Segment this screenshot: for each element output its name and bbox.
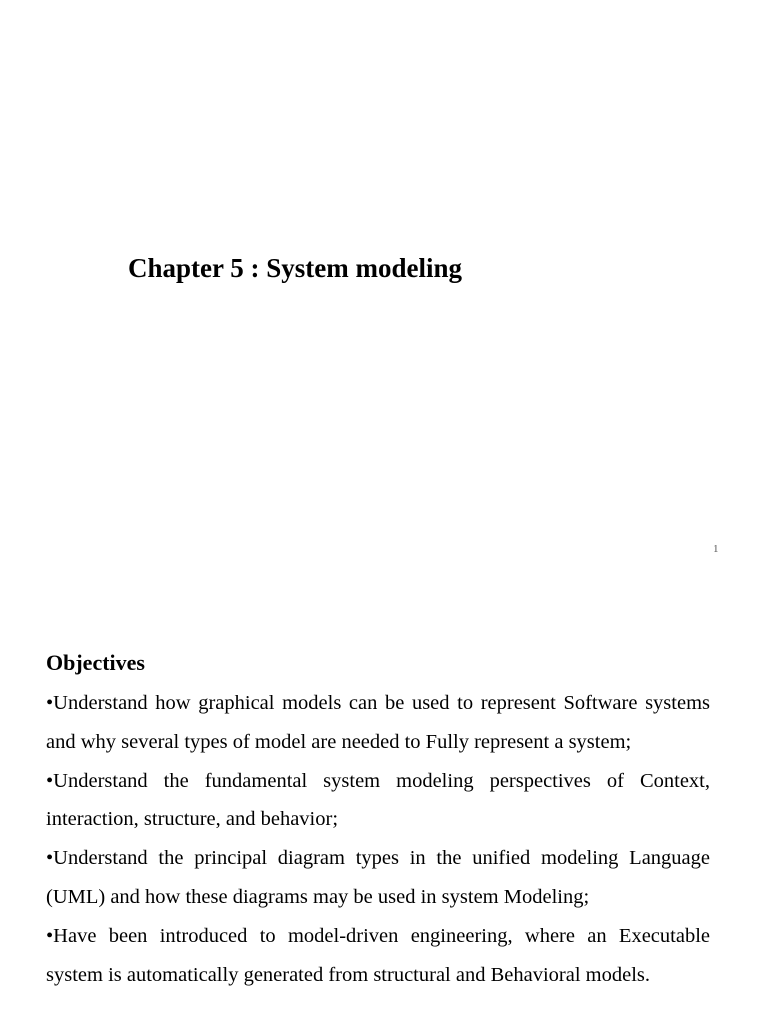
objective-item: •Understand the fundamental system modeling perspectives of Context, interaction, structure, and behavior; xyxy=(46,769,710,831)
objective-item: •Understand the principal diagram types in the unified modeling Language (UML) and how these diagrams may be used in system Modeling; xyxy=(46,847,710,908)
objective-item: •Have been introduced to model-driven engineering, where an Executable system is automatically generated from structural and Behavioral models. xyxy=(46,924,710,986)
page-number: 1 xyxy=(713,543,719,555)
objectives-slide xyxy=(0,640,768,1024)
objective-item: •Understand how graphical models can be used to represent Software systems and why several types of model are needed to Fully represent a system; xyxy=(46,692,710,753)
slide-title: Chapter 5 : System modeling xyxy=(128,253,462,283)
objectives-list xyxy=(46,684,710,994)
objectives-heading: Objectives xyxy=(46,650,145,675)
